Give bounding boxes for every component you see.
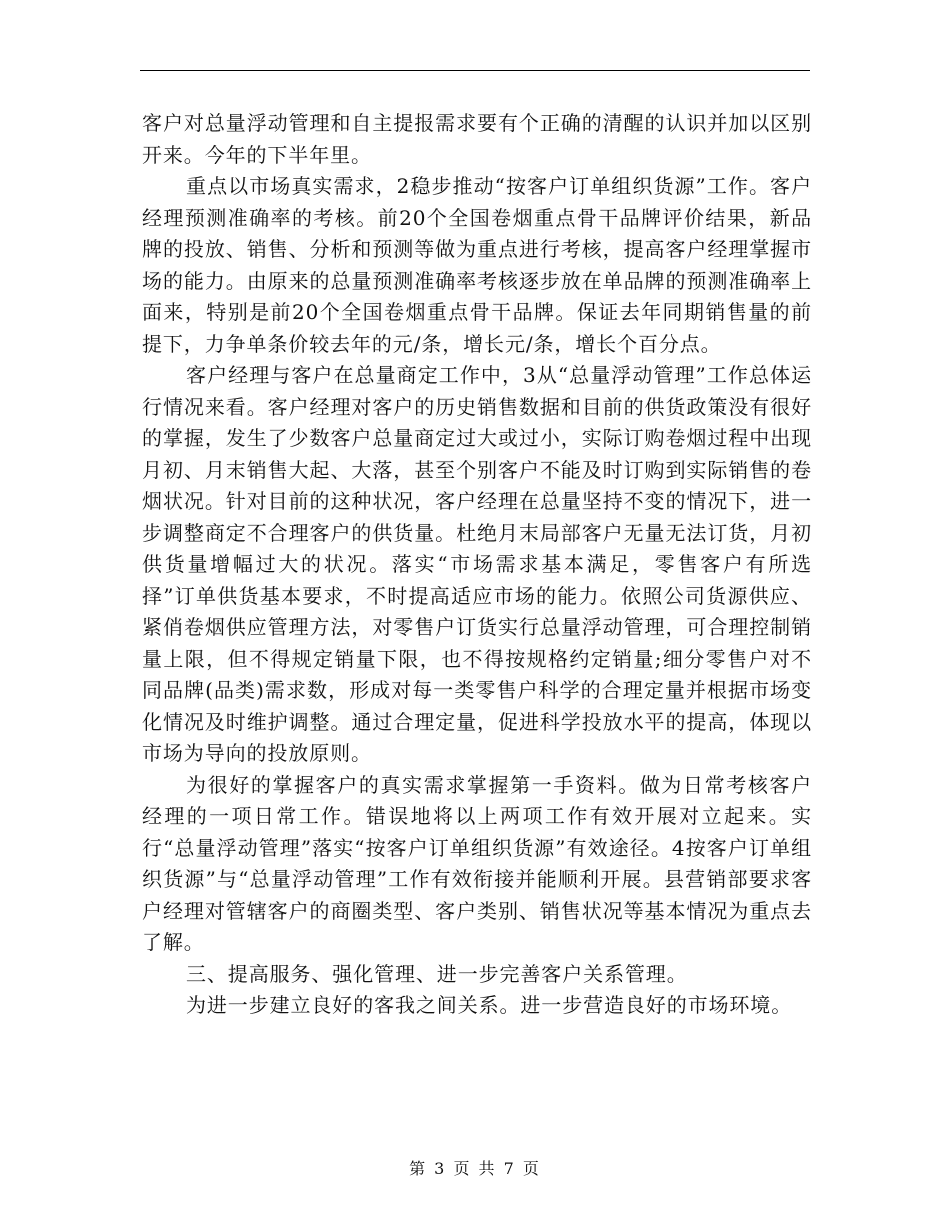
page-number-footer: 第 3 页 共 7 页: [409, 1159, 541, 1178]
paragraph-customer-needs: 为很好的掌握客户的真实需求掌握第一手资料。做为日常考核客户经理的一项日常工作。错误地将以上两项工作有效开展对立起来。实行“总量浮动管理”落实“按客户订单组织货源”有效途径。4按客户订单组织货源”与“总量浮动管理”工作有效衔接并能顺利开展。县营销部要求客户经理对管辖客户的商圈类型、客户类别、销售状况等基本情况为重点去了解。: [142, 772, 812, 954]
paragraph-total-quantity: 客户经理与客户在总量商定工作中，3从“总量浮动管理”工作总体运行情况来看。客户经理对客户的历史销售数据和目前的供货政策没有很好的掌握，发生了少数客户总量商定过大或过小，实际订购卷烟过程中出现月初、月末销售大起、大落，甚至个别客户不能及时订购到实际销售的卷烟状况。针对目前的这种状况，客户经理在总量坚持不变的情况下，进一步调整商定不合理客户的供货量。杜绝月末局部客户无量无法订货，月初供货量增幅过大的状况。落实“市场需求基本满足，零售客户有所选择”订单供货基本要求，不时提高适应市场的能力。依照公司货源供应、紧俏卷烟供应管理方法，对零售户订货实行总量浮动管理，可合理控制销量上限，但不得规定销量下限，也不得按规格约定销量;细分零售户对不同品牌(品类)需求数，形成对每一类零售户科学的合理定量并根据市场变化情况及时维护调整。通过合理定量，促进科学投放水平的提高，体现以市场为导向的投放原则。: [142, 363, 812, 765]
paragraph-continuation: 客户对总量浮动管理和自主提报需求要有个正确的清醒的认识并加以区别开来。今年的下半年里。: [142, 111, 812, 167]
paragraph-relationship: 为进一步建立良好的客我之间关系。进一步营造良好的市场环境。: [186, 993, 793, 1017]
document-body: [142, 108, 812, 1022]
header-rule: [140, 70, 810, 71]
paragraph-order-sourcing: 重点以市场真实需求，2稳步推动“按客户订单组织货源”工作。客户经理预测准确率的考核。前20个全国卷烟重点骨干品牌评价结果，新品牌的投放、销售、分析和预测等做为重点进行考核，提高客户经理掌握市场的能力。由原来的总量预测准确率考核逐步放在单品牌的预测准确率上面来，特别是前20个全国卷烟重点骨干品牌。保证去年同期销售量的前提下，力争单条价较去年的元/条，增长元/条，增长个百分点。: [142, 174, 812, 356]
section-heading: 三、提高服务、强化管理、进一步完善客户关系管理。: [186, 961, 688, 986]
